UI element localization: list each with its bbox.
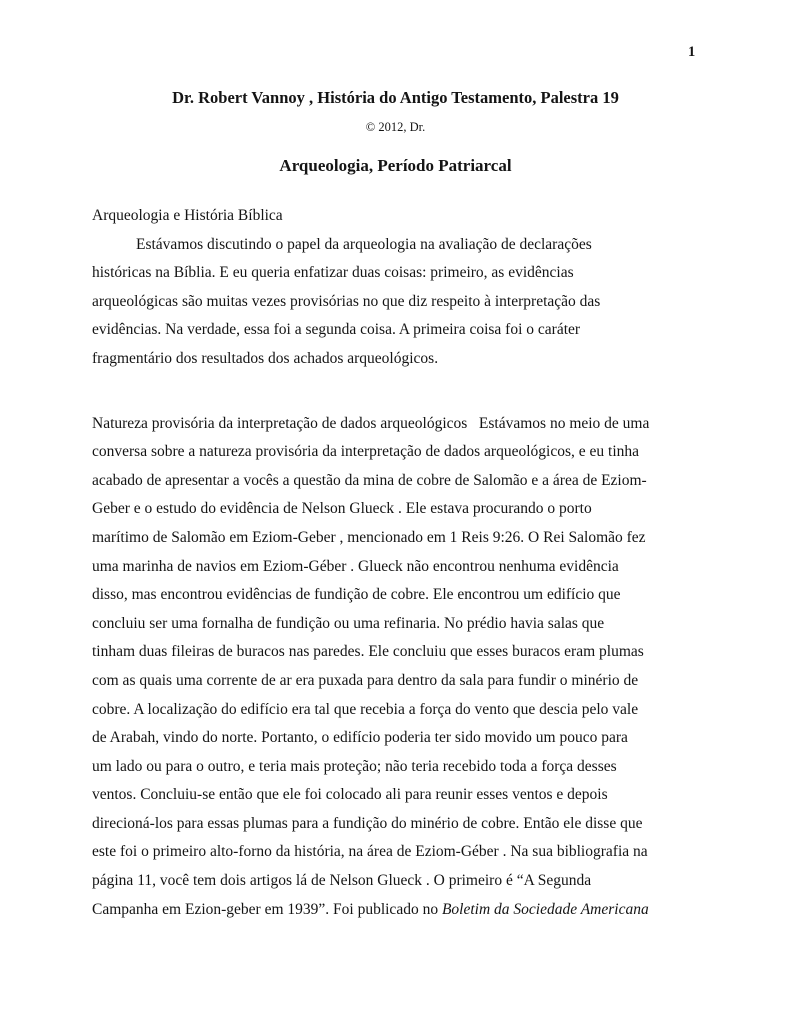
text-line: de Arabah, vindo do norte. Portanto, o edifício poderia ter sido movido um pouco para bbox=[92, 729, 628, 747]
page-number: 1 bbox=[688, 44, 696, 60]
text-line: este foi o primeiro alto-forno da história, na área de Eziom-Géber . Na sua bibliografia na bbox=[92, 843, 648, 861]
text-line: fragmentário dos resultados dos achados arqueológicos. bbox=[92, 349, 439, 367]
text-line: Geber e o estudo do evidência de Nelson Glueck . Ele estava procurando o porto bbox=[92, 500, 592, 518]
text-line: tinham duas fileiras de buracos nas paredes. Ele concluiu que esses buracos eram plumas bbox=[92, 643, 644, 661]
copyright-line: © 2012, Dr. bbox=[365, 120, 426, 134]
text-line: arqueológicas são muitas vezes provisórias no que diz respeito à interpretação das bbox=[92, 292, 601, 310]
text-line: um lado ou para o outro, e teria mais proteção; não teria recebido toda a força desses bbox=[92, 757, 617, 775]
text-line: cobre. A localização do edifício era tal que recebia a força do vento que descia pelo vale bbox=[92, 700, 639, 718]
text-line: evidências. Na verdade, essa foi a segunda coisa. A primeira coisa foi o caráter bbox=[92, 321, 581, 339]
text-line: históricas na Bíblia. E eu queria enfatizar duas coisas: primeiro, as evidências bbox=[92, 264, 574, 282]
document-body bbox=[92, 202, 732, 924]
doc-subtitle: Arqueologia, Período Patriarcal bbox=[279, 156, 512, 175]
section-heading: Arqueologia e História Bíblica bbox=[92, 207, 283, 224]
text-line: ventos. Concluiu-se então que ele foi colocado ali para reunir esses ventos e depois bbox=[92, 786, 608, 804]
text-line-final bbox=[92, 896, 732, 925]
text-line: Estávamos discutindo o papel da arqueologia na avaliação de declarações bbox=[136, 235, 592, 253]
text-line: disso, mas encontrou evidências de fundição de cobre. Ele encontrou um edifício que bbox=[92, 586, 621, 604]
text-line: marítimo de Salomão em Eziom-Geber , mencionado em 1 Reis 9:26. O Rei Salomão fez bbox=[92, 528, 646, 546]
text-line: uma marinha de navios em Eziom-Géber . Glueck não encontrou nenhuma evidência bbox=[92, 557, 619, 575]
text-line: Natureza provisória da interpretação de dados arqueológicos Estávamos no meio de uma bbox=[92, 414, 650, 432]
text-line: com as quais uma corrente de ar era puxada para dentro da sala para fundir o minério de bbox=[92, 671, 639, 689]
text-line: conversa sobre a natureza provisória da interpretação de dados arqueológicos, e eu tinha bbox=[92, 443, 640, 461]
text-line: direcioná-los para essas plumas para a fundição do minério de cobre. Então ele disse que bbox=[92, 814, 643, 832]
final-line-plain-text: Campanha em Ezion-geber em 1939”. Foi publicado no bbox=[92, 900, 442, 918]
text-line: acabado de apresentar a vocês a questão da mina de cobre de Salomão e a área de Eziom- bbox=[92, 471, 647, 489]
journal-title-italic: Boletim da Sociedade Americana bbox=[441, 900, 649, 918]
text-line: página 11, você tem dois artigos lá de Nelson Glueck . O primeiro é “A Segunda bbox=[92, 872, 592, 890]
text-line: concluiu ser uma fornalha de fundição ou uma refinaria. No prédio havia salas que bbox=[92, 614, 605, 632]
paragraph-archaeology-biblical-history bbox=[92, 231, 732, 374]
paragraph-provisional-interpretation bbox=[92, 410, 732, 896]
doc-title: Dr. Robert Vannoy , História do Antigo Testamento, Palestra 19 bbox=[172, 88, 619, 107]
